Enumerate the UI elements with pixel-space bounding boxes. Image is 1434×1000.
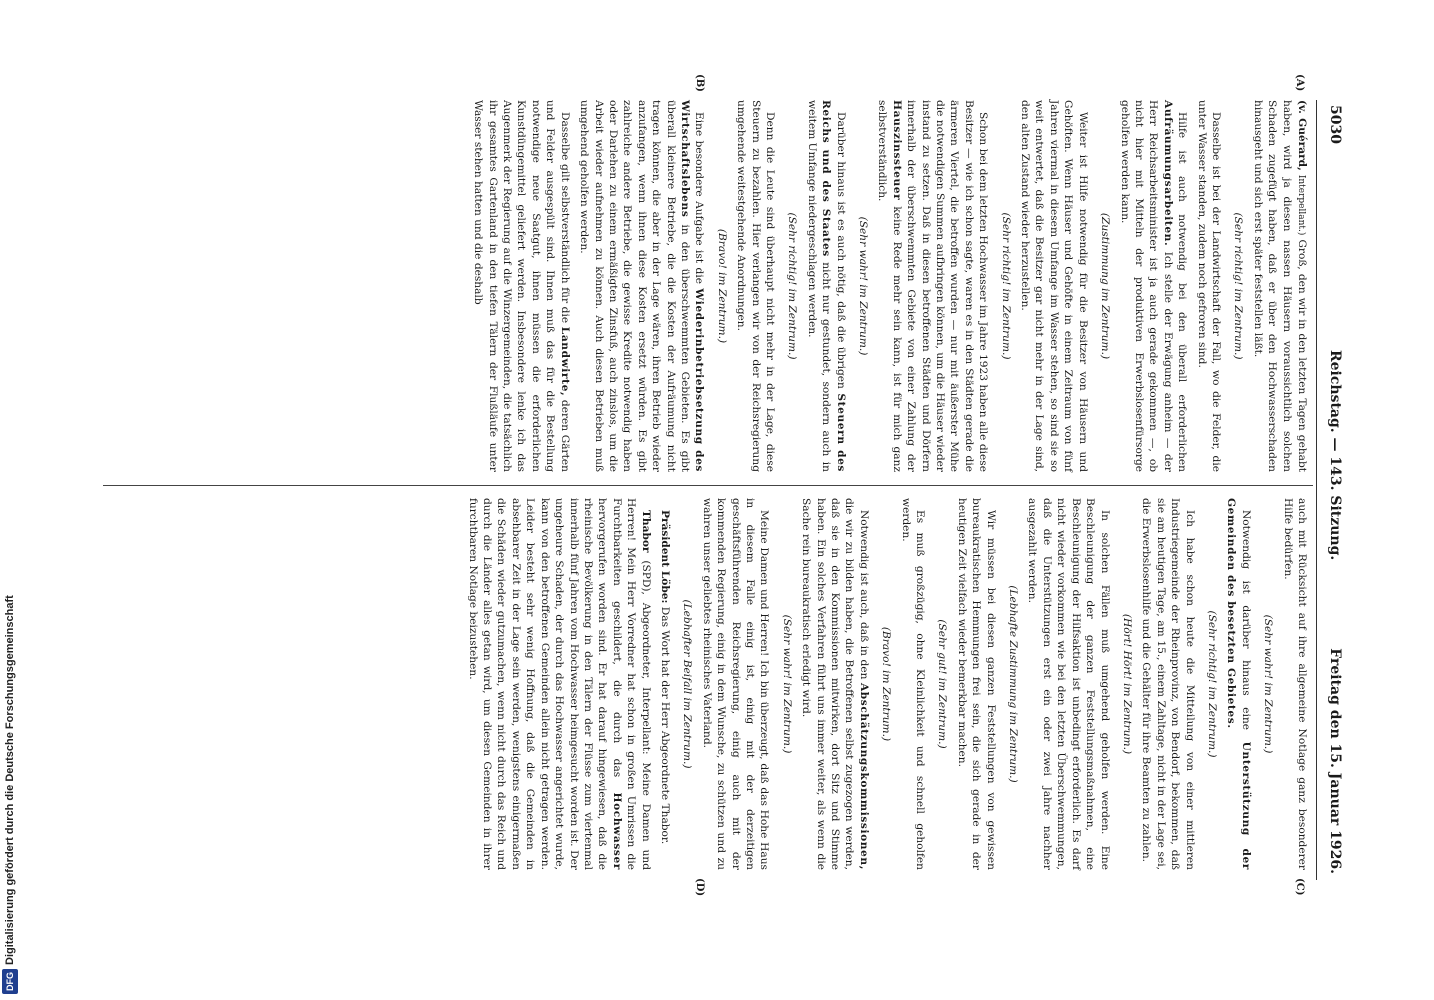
paragraph-text: Ich stelle der Erwägung anheim — der Herr Reichsarbeitsminister ist ja auch gerade gekommen —, ob nicht hier mit Mitteln der produktiven Erwerbslosenfürsorge geholfen werden kann. [1118,100,1174,472]
paragraph [1280,498,1309,870]
interjection: (Sehr wahr! im Zentrum.) [857,216,870,356]
dfg-logo-icon: DFG [2,969,18,994]
session-title: Reichstag. — 143. Sitzung. [1327,350,1343,561]
paragraph-text: die wir zu bilden haben, die Betroffenen selbst zugezogen werden, daß sie in den Kommissionen mitwirken, dort Sitz und Stimme haben. Ein solches Verfahren führt uns immer weiter, als wenn die Sache rein bureaukratisch erledigt wird. [800,498,856,870]
paragraph [465,498,652,870]
paragraph-text: Es muß großzügig, ohne Kleinlichkeit und schnell geholfen werden. [899,498,927,870]
speaker-name: (v. Guérard, [1296,100,1308,171]
margin-marker-d: (D) [694,878,705,897]
credit-text: Digitalisierung gefördert durch die Deutsche Forschungsgemeinschaft [4,595,16,965]
emphasis: Unterstützung der Gemeinden des besetzten Gebietes. [1225,498,1252,870]
paragraph [1250,100,1309,472]
paragraph-text: Denn die Leute sind überhaupt nicht mehr in der Lage, diese Steuern zu bezahlen. Hier verlangen wir von der Reichsregierung umgehende weitestgehende Anordnungen. [735,100,776,472]
interjection: (Bravo! im Zentrum.) [880,626,893,742]
paragraph [471,100,572,472]
paragraph-text: In solchen Fällen muß umgehend geholfen werden. Eine Beschleunigung der ganzen Feststellungsmaßnahmen, eine Beschleunigung der Hilfsaktion ist unbedingt erforderlich. Es darf nicht wieder vorkommen wie bei den letzten Überschwemmungen, daß die Unterstützungen erst ein oder zwei Jahre nachher ausgezahlt werden. [1026,498,1111,870]
paragraph [804,100,847,472]
interjection: (Sehr richtig! im Zentrum.) [999,212,1012,360]
paragraph-text: Weiter ist Hilfe notwendig für die Besitzer von Häusern und Gehöften. Wenn Häuser und Gehöfte in einem Zeitraum von fünf Jahren viermal in diesem Umfange im Wasser stehen, so sind sie so weit entwertet, daß die Besitzer gar nicht mehr in der Lage sind, den alten Zustand wieder herzustellen. [1019,100,1089,472]
emphasis: Hochwasser [610,792,623,870]
margin-marker-a: (A) [1294,74,1305,92]
paragraph [658,498,672,870]
interjection: (Sehr gut! im Zentrum.) [936,619,949,749]
emphasis: Aufräumungsarbeiten. [1161,100,1174,247]
paragraph-text: nicht nur gestundet, sondern auch in weitem Umfange niedergeschlagen werden. [805,100,833,472]
interjection: (Sehr richtig! im Zentrum.) [786,212,799,360]
interjection: (Zustimmung im Zentrum.) [1099,212,1112,360]
paragraph-text: Eine besondere Aufgabe ist die [693,112,706,284]
paragraph [875,100,990,472]
speaker-name: Präsident Löbe: [658,510,671,604]
interjection: (Bravo! im Zentrum.) [715,228,728,344]
paragraph-text: hervorgerufen worden sind. Er hat darauf hingewiesen, daß die rheinische Bevölkerung in den Tälern der Flüsse zum viertenmal innerhalb fünf Jahren vom Hochwasser heimgesucht worden ist. Der ungeheure Schaden, der durch das Hochwasser angerichtet wurde, kann von den betroffenen Gemeinden allein nicht getragen werden. Leider besteht sehr wenig Hoffnung, daß die Gemeinden in absehbarer Zeit in der Lage sein werden, wenigstens einigermaßen die Schäden wieder gutzumachen, wenn nicht durch das Reich und durch die Länder alles getan wird, um diesen Gemeinden in ihrer furchtbaren Notlage beizustehen. [466,498,609,870]
paragraph [1224,498,1253,870]
paragraph [1117,100,1189,472]
interjection: (Lebhafter Beifall im Zentrum.) [681,599,694,769]
interjection: (Sehr richtig! im Zentrum.) [1205,610,1218,758]
paragraph-text: auch mit Rücksicht auf ihre allgemeine Notlage ganz besonderer Hilfe bedürfen. [1281,498,1308,870]
paragraph [799,498,871,870]
paragraph [734,100,777,472]
paragraph-text: Wir müssen bei diesen ganzen Feststellungen von gewissen bureaukratischen Hemmungen frei sein, die sich gerade in der heutigen Zeit vielfach wieder bemerkbar machen. [955,498,997,870]
paragraph-text: Groß, den wir in den letzten Tagen gehabt haben, wird ja diesen nassen Häusern voraussichtlich solchen Schaden zugefügt haben, daß er über den Hochwasserschaden hinausgeht und sich erst später feststellen läßt. [1251,100,1308,473]
paragraph-text: Schon bei dem letzten Hochwasser im Jahre 1923 haben alle diese Besitzer — wie ich schon sagte, waren es in den Städten gerade die ärmeren Viertel, die betroffen wurden — nur mit äußerster Mühe die notwendigen Summen aufbringen können, um die Häuser wieder instand zu setzen. Daß in diesen betroffenen Städten und Dörfern innerhalb der überschwemmten Gebiete von einer Zahlung der [905,100,990,472]
paragraph-text: Meine Damen und Herren! Ich bin überzeugt, daß das Hohe Haus in diesem Falle einig ist, einig mit der derzeitigen geschäftsführenden Reichsregierung, einig auch mit der kommenden Regierung, einig in dem Wunsche, zu schützen und zu wahren unser geliebtes rheinisches Vaterland. [700,498,771,870]
emphasis: Hauszinssteuer [890,100,903,201]
emphasis: Wiederinbetriebsetzung des Wirtschaftslebens [678,100,706,472]
paragraph [1025,498,1111,870]
paragraph-text: Hilfe ist auch notwendig bei den überall erforderlichen [1176,112,1189,472]
newspaper-page [95,74,1345,897]
paragraph-text: (SPD), Abgeordneter, Interpellant: Meine Damen und Herren! Mein Herr Vorredner hat schon in großen Umrissen die Furchtbarkeiten geschildert, die durch das [610,498,652,870]
paragraph-text: deren Gärten und Felder ausgespült sind. Ihnen muß das für die Bestellung notwendige neue Saatgut, ihnen müssen die erforderlichen Kunstdüngemittel geliefert werden. Insbesondere lenke ich das Augenmerk der Regierung auf die Winzergemeinden, die tatsächlich ihr gesamtes Gartenland in den tiefen Tälern der Flußläufe unter Wasser stehen hatten und die deshalb [472,100,571,472]
digitization-credit [0,0,22,1000]
margin-marker-b: (B) [694,74,705,92]
interjection: (Lebhafte Zustimmung im Zentrum.) [1007,585,1020,783]
paragraph [699,498,771,870]
header-rule [1316,100,1317,880]
interjection: (Sehr richtig! im Zentrum.) [1232,212,1245,360]
left-column [466,100,1309,472]
speaker-name: Thabor [639,510,652,553]
page-number: 5030 [1327,105,1343,144]
paragraph-text: Notwendig ist darüber hinaus eine [1239,510,1252,731]
page-header [1319,100,1345,880]
paragraph [954,498,997,870]
paragraph [898,498,927,870]
paragraph [1139,498,1197,870]
paragraph-text: keine Rede mehr sein kann, ist für mich ganz selbstverständlich. [876,100,903,472]
paragraph-text: Dasselbe ist bei der Landwirtschaft der Fall, wo die Felder, die unter Wasser standen, zudem noch gefroren sind. [1195,100,1222,472]
credit-text-block [2,595,18,994]
paragraph-text: Darüber hinaus ist es auch nötig, daß die übrigen [834,112,847,389]
paragraph-text: Ich habe schon heute die Mitteilung von einer mittleren Industriegemeinde der Rheinprovinz, von Bendorf, bekommen, daß sie am heutigen Tage, am 15., einem Zahltage, nicht in der Lage sei, die Erwerbslosenhilfe und die Gehälter für ihre Beamten zu zahlen. [1140,498,1196,870]
column-divider [103,485,1313,486]
margin-marker-c: (C) [1294,878,1305,896]
interjection: (Sehr wahr! im Zentrum.) [780,614,793,754]
paragraph-text: Dasselbe gilt selbstverständlich für die [558,112,571,324]
emphasis: Abschätzungskommissionen, [857,682,870,870]
emphasis: Landwirte, [558,326,571,397]
paragraph [1194,100,1223,472]
paragraph-text: in den überschwemmten Gebieten. Es gibt überall kleinere Betriebe, die die Kosten der Aufräumung nicht tragen können, die aber in der Lage wären, ihren Betrieb wieder anzufangen, wenn ihnen diese Kosten ersetzt würden. Es gibt zahlreiche andere Betriebe, die gewisse Kredite notwendig haben oder Darlehen zu einem ermäßigten Zinsfuß, auch zinslos, um die Arbeit wieder aufnehmen zu können. Auch diesen Betrieben muß umgehend geholfen werden. [578,100,691,472]
session-date: Freitag den 15. Januar 1926. [1327,648,1343,874]
paragraph-text: Notwendig ist auch, daß in den [857,510,870,680]
paragraph-text: Das Wort hat der Herr Abgeordnete Thabor. [658,606,671,845]
emphasis: Steuern des Reichs und des Staates [820,100,847,472]
interjection: (Sehr wahr! im Zentrum.) [1262,614,1275,754]
paragraph [577,100,707,472]
speaker-role: Interpellant.) [1296,174,1306,236]
interjection: (Hört! Hört! im Zentrum.) [1120,613,1133,755]
right-column [460,498,1309,870]
paragraph [1018,100,1090,472]
